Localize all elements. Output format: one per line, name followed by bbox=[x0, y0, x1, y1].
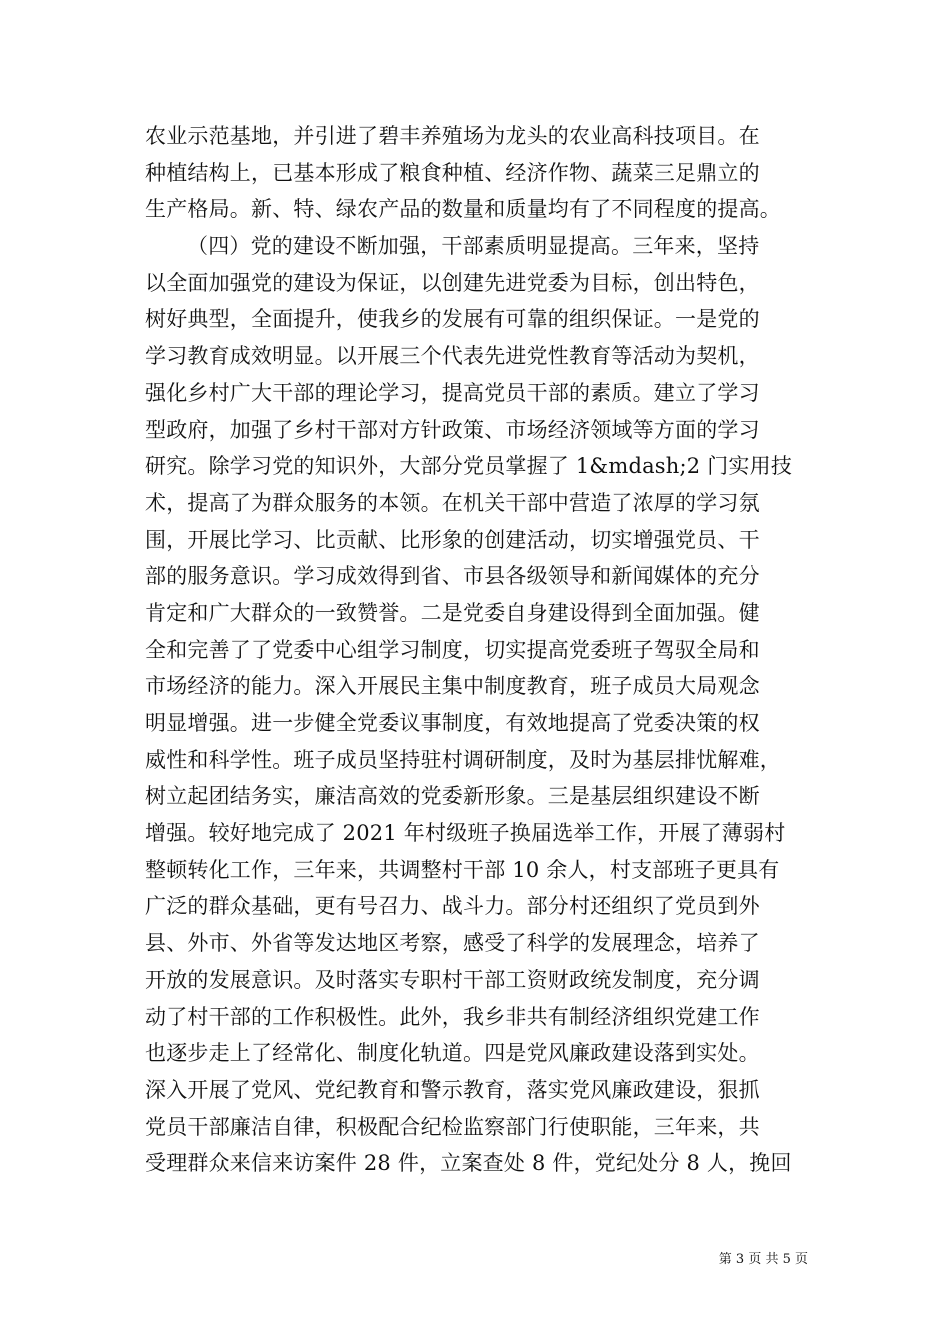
text-line: 树好典型，全面提升，使我乡的发展有可靠的组织保证。一是党的 bbox=[145, 307, 760, 332]
text-line: 也逐步走上了经常化、制度化轨道。四是党风廉政建设落到实处。 bbox=[145, 1041, 760, 1066]
text-line: 强化乡村广大干部的理论学习，提高党员干部的素质。建立了学习 bbox=[145, 380, 760, 405]
text-line: 部的服务意识。学习成效得到省、市县各级领导和新闻媒体的充分 bbox=[145, 564, 760, 589]
text-line: 党员干部廉洁自律，积极配合纪检监察部门行使职能，三年来，共 bbox=[145, 1114, 760, 1139]
text-line: 县、外市、外省等发达地区考察，感受了科学的发展理念，培养了 bbox=[145, 931, 760, 956]
page-number-footer: 第 3 页 共 5 页 bbox=[718, 1252, 808, 1267]
text-line: 广泛的群众基础，更有号召力、战斗力。部分村还组织了党员到外 bbox=[145, 894, 760, 919]
text-line: 开放的发展意识。及时落实专职村干部工资财政统发制度，充分调 bbox=[145, 967, 760, 992]
text-line: 肯定和广大群众的一致赞誉。二是党委自身建设得到全面加强。健 bbox=[145, 600, 760, 625]
text-line: 受理群众来信来访案件 28 件，立案查处 8 件，党纪处分 8 人，挽回 bbox=[145, 1151, 792, 1176]
text-line: 型政府，加强了乡村干部对方针政策、市场经济领域等方面的学习 bbox=[145, 417, 760, 442]
text-line: 研究。除学习党的知识外，大部分党员掌握了 1&mdash;2 门实用技 bbox=[145, 454, 793, 479]
text-line: 围，开展比学习、比贡献、比形象的创建活动，切实增强党员、干 bbox=[145, 527, 760, 552]
text-line: 增强。较好地完成了 2021 年村级班子换届选举工作，开展了薄弱村 bbox=[145, 821, 786, 846]
text-line: 生产格局。新、特、绿农产品的数量和质量均有了不同程度的提高。 bbox=[145, 197, 781, 222]
text-line: 深入开展了党风、党纪教育和警示教育，落实党风廉政建设，狠抓 bbox=[145, 1077, 760, 1102]
text-line: 整顿转化工作，三年来，共调整村干部 10 余人，村支部班子更具有 bbox=[145, 857, 780, 882]
text-line: 全和完善了了党委中心组学习制度，切实提高党委班子驾驭全局和 bbox=[145, 637, 760, 662]
text-line: 树立起团结务实，廉洁高效的党委新形象。三是基层组织建设不断 bbox=[145, 784, 760, 809]
text-line: 种植结构上，已基本形成了粮食种植、经济作物、蔬菜三足鼎立的 bbox=[145, 160, 760, 185]
text-line: 农业示范基地，并引进了碧丰养殖场为龙头的农业高科技项目。在 bbox=[145, 124, 760, 148]
text-line: 市场经济的能力。深入开展民主集中制度教育，班子成员大局观念 bbox=[145, 674, 760, 699]
paragraph-start-line: （四）党的建设不断加强，干部素质明显提高。三年来，坚持 bbox=[187, 234, 760, 259]
text-line: 术，提高了为群众服务的本领。在机关干部中营造了浓厚的学习氛 bbox=[145, 490, 760, 515]
text-line: 威性和科学性。班子成员坚持驻村调研制度，及时为基层排忧解难， bbox=[145, 747, 781, 772]
text-line: 以全面加强党的建设为保证，以创建先进党委为目标，创出特色， bbox=[145, 270, 760, 295]
text-line: 动了村干部的工作积极性。此外，我乡非共有制经济组织党建工作 bbox=[145, 1004, 760, 1029]
body-text bbox=[145, 118, 815, 1182]
text-line: 明显增强。进一步健全党委议事制度，有效地提高了党委决策的权 bbox=[145, 711, 760, 735]
text-line: 学习教育成效明显。以开展三个代表先进党性教育等活动为契机， bbox=[145, 344, 760, 369]
